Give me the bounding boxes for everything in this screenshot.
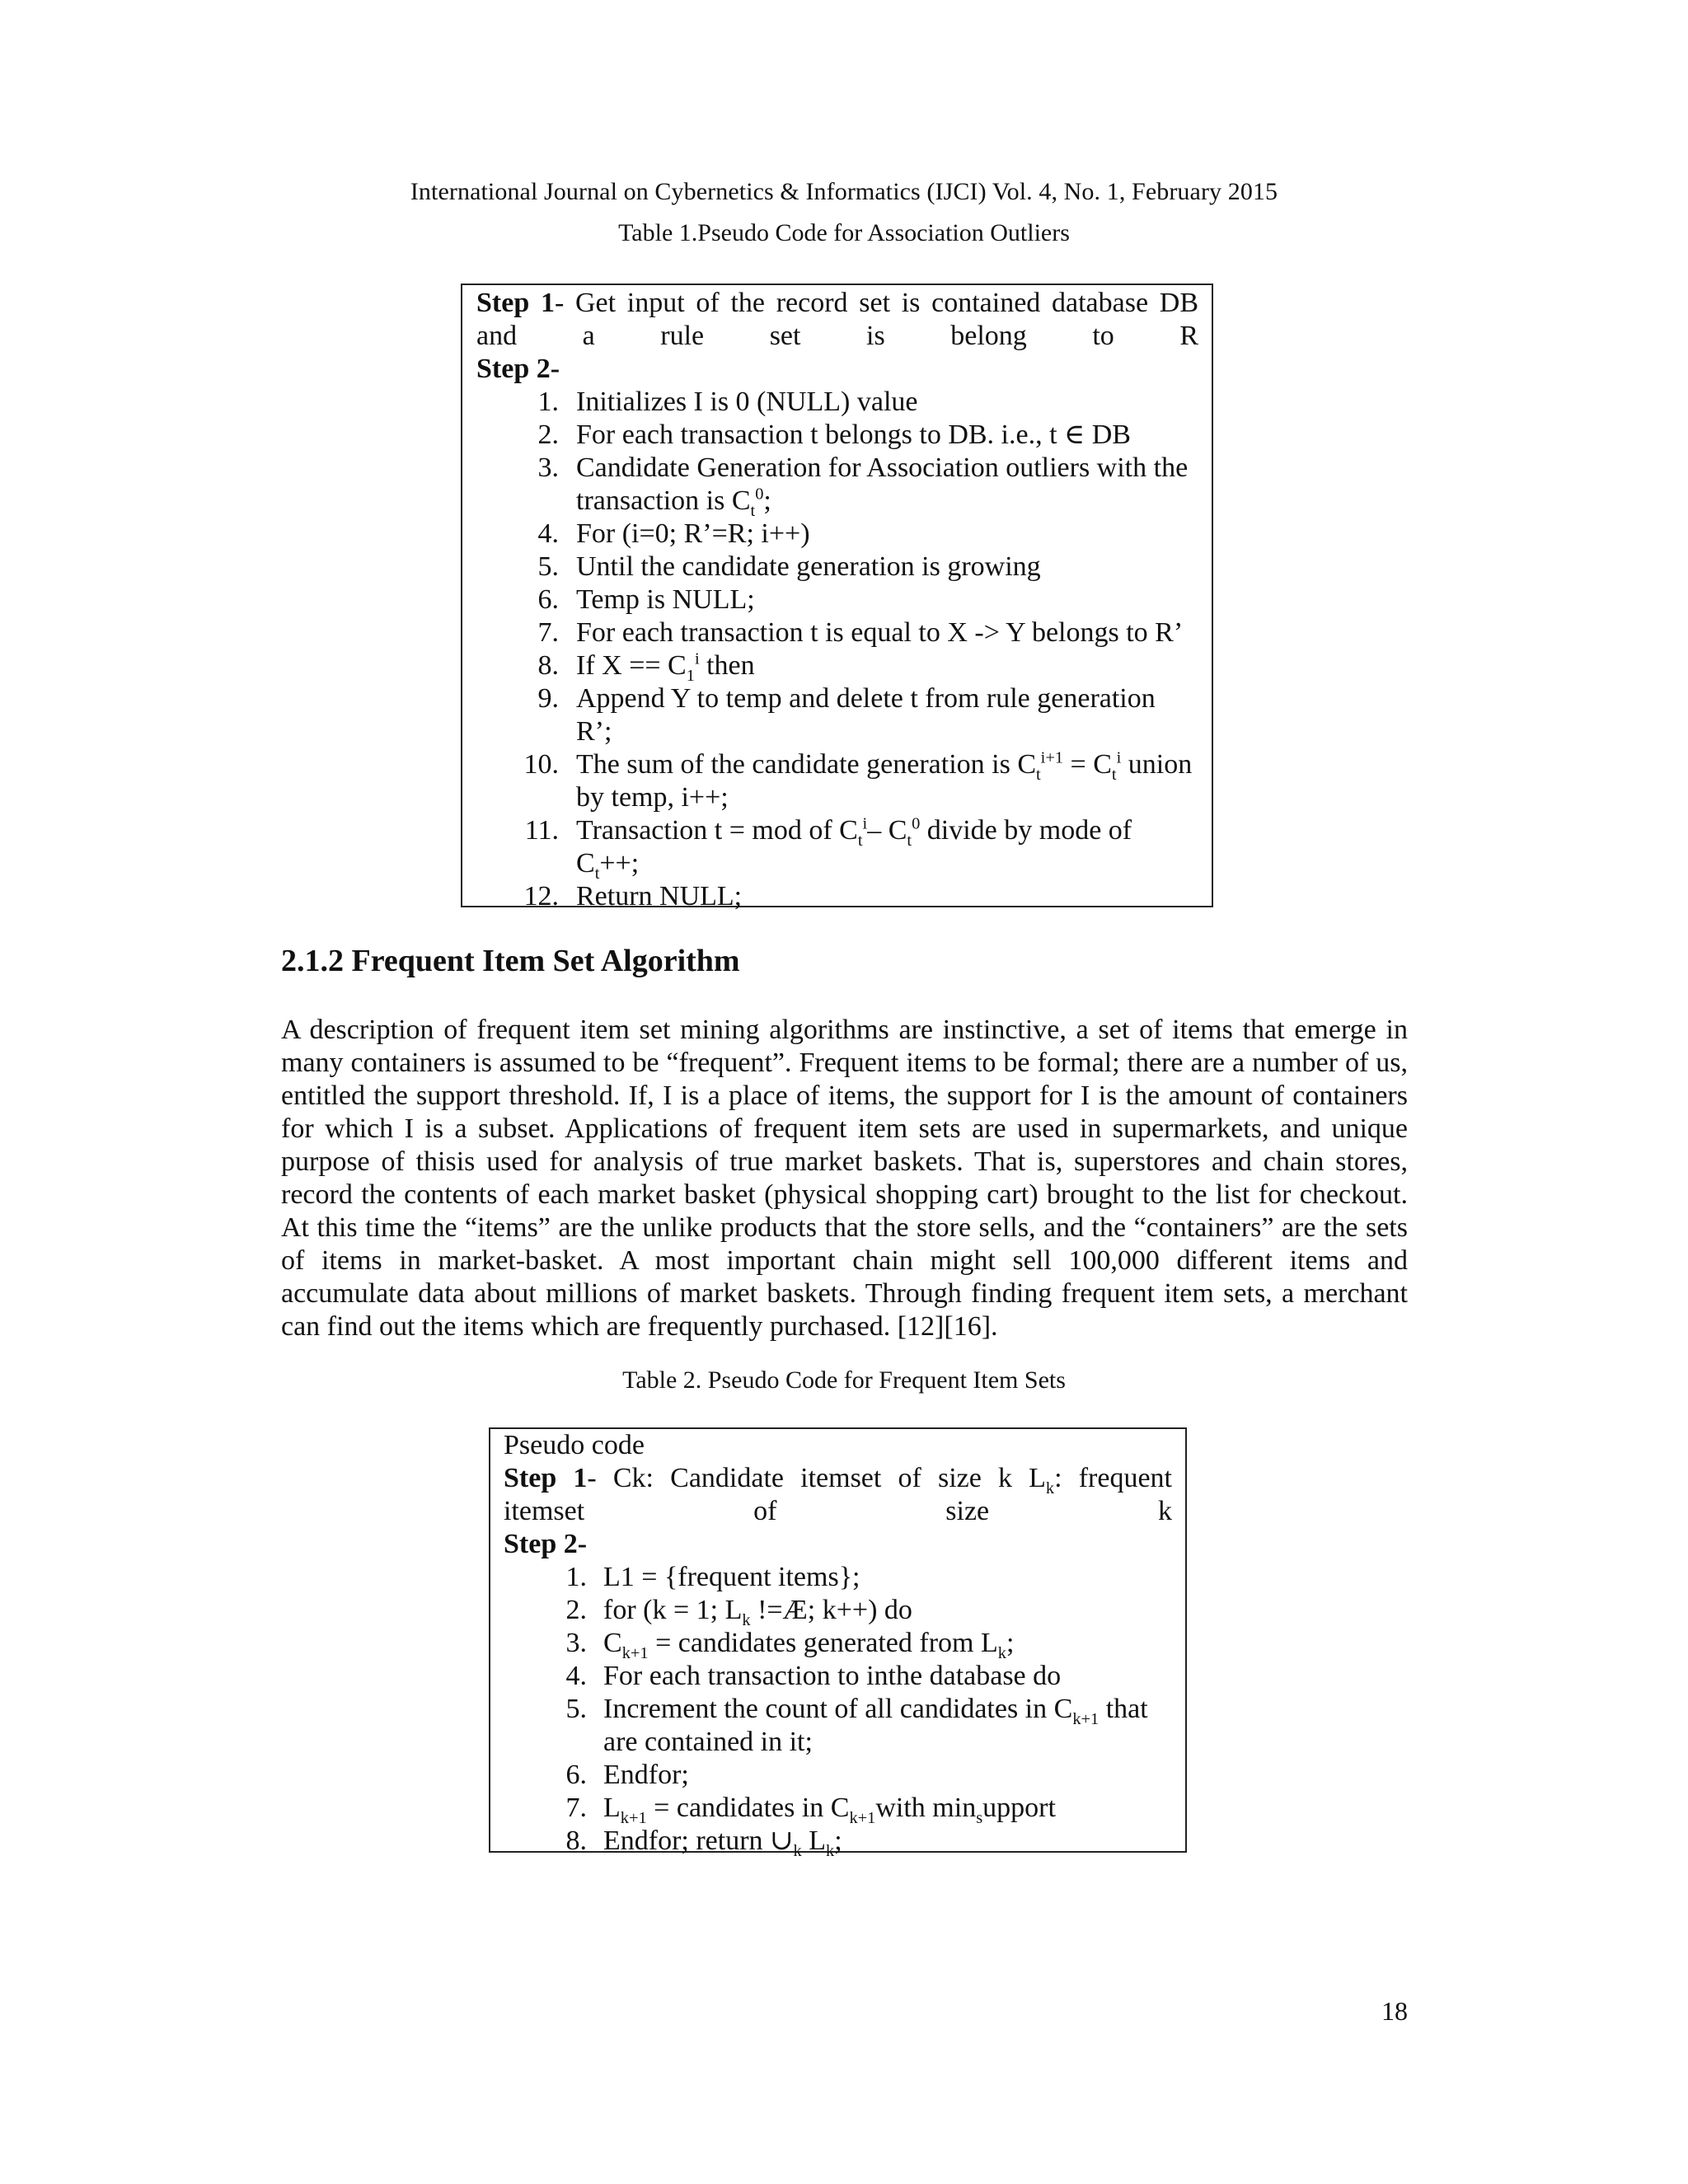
table-2-step-4 [504,1660,1172,1693]
table-2-step-text: for (k = 1; $L_k$ !=Æ; k++) do [603,1595,912,1629]
table-1-step-text: Initializes I is 0 (NULL) value [576,387,918,417]
section-paragraph: A description of frequent item set mining algorithms are instinctive, a set of items that emerge in many containers is assumed to be “frequent”. Frequent items to be formal; there are a number of us, entitled the support threshold. If, I is a place of items, the support for I is the amount of containers for which I is a subset. Applications of frequent item sets are used in supermarkets, and unique purpose of thisis used for analysis of true market baskets. That is, superstores and chain stores, record the contents of each market basket (physical shopping cart) brought to the list for checkout. At this time the “items” are the unlike products that the store sells, and the “containers” are the sets of items in market-basket. A most important chain might sell 100,000 different items and accumulate data about millions of market baskets. Through finding frequent item sets, a merchant can find out the items which are frequently purchased. [12][16]. [281,1015,1408,1342]
table-1-step-number: 10. [523,749,559,780]
table-1-step-text: The sum of the candidate generation is $C_t^{i+1} = C_t^i$ union by temp, i++; [576,748,1193,813]
table-1-step-text: For each transaction t is equal to X -> Y belongs to R’ [576,617,1184,648]
table-2-step-number: 3. [565,1628,587,1658]
table-1-step-number: 2. [537,419,559,450]
table-1-step-1-label: Step 1 [476,288,555,318]
page-number: 18 [1381,1996,1408,2026]
table-2-step-text: $L_{k+1}$ = candidates in $C_{k+1}with$ $\min_support$ [603,1793,1056,1827]
table-2-step-text: Endfor; return $\cup_k$ $L_k$; [603,1825,842,1860]
table-1-caption: Table 1.Pseudo Code for Association Outliers [618,219,1070,246]
section-heading: 2.1.2 Frequent Item Set Algorithm [281,944,740,978]
table-1-step-10 [476,748,1198,814]
table-1-step-text: For each transaction t belongs to DB. i.e., t ∈ DB [576,419,1131,450]
table-1-step-1-text: - Get input of the record set is contained database DB and a rule set is belong to R [476,288,1199,351]
table-1-step-1 [476,386,1198,419]
table-1-step-number: 1. [537,387,559,417]
table-1-step-2 [476,419,1198,452]
table-1-step-text: Temp is NULL; [576,584,755,615]
table-1-step-number: 6. [537,584,559,615]
table-2-caption: Table 2. Pseudo Code for Frequent Item Sets [622,1366,1066,1394]
table-1-step-text: Append Y to temp and delete t from rule generation R’; [576,683,1156,747]
running-header: International Journal on Cybernetics & Informatics (IJCI) Vol. 4, No. 1, February 2015 [410,178,1278,205]
table-1-steps [476,386,1198,913]
table-2-step-1 [504,1561,1172,1594]
table-1-step-7 [476,616,1198,649]
table-1-step-number: 3. [537,452,559,483]
table-1-step-number: 12. [523,881,559,912]
table-1-step-8 [476,649,1198,685]
table-1-step-text: Transaction t = mod of $C_t^i-$ $C_t^0$ divide by mode of $C_t++$; [576,814,1132,883]
table-2-step-number: 4. [565,1661,587,1691]
table-2-step-6 [504,1759,1172,1792]
table-2-step-text: Increment the count of all candidates in $C_{k+1}$ that are contained in it; [603,1694,1148,1757]
table-2-steps [504,1561,1172,1858]
table-2-title: Pseudo code [504,1430,645,1460]
table-1-step-number: 4. [537,518,559,549]
table-2-step-1-text: - Ck: Candidate itemset of size k $L_k$: frequent itemset of size k [504,1463,1172,1526]
table-1-step-number: 5. [537,551,559,582]
table-2-step-5 [504,1693,1172,1759]
table-1-step-text: Return NULL; [576,881,743,912]
table-1-step-number: 11. [524,815,559,846]
table-1-step-11 [476,814,1198,883]
table-2-step-text: L1 = {frequent items}; [603,1562,860,1592]
table-2-step-number: 5. [565,1694,587,1724]
table-1-step-1 [476,287,1198,353]
table-1-step-9 [476,682,1198,748]
table-2-step-7 [504,1792,1172,1825]
table-2-step-number: 8. [565,1825,587,1856]
table-2-step-number: 2. [565,1595,587,1625]
table-2-step-number: 1. [565,1562,587,1592]
table-2-step-text: Endfor; [603,1760,689,1790]
table-1-step-3 [476,452,1198,518]
table-2-step-text: For each transaction to inthe database do [603,1661,1062,1691]
table-2-box [489,1427,1187,1860]
table-2-step-8 [504,1825,1172,1858]
table-2-step-2 [504,1594,1172,1627]
table-1-step-2-label: Step 2- [476,354,560,384]
table-1-step-text: For (i=0; R’=R; i++) [576,518,810,549]
table-1-step-number: 9. [537,683,559,714]
table-1-box [461,284,1213,912]
table-2-step-2-label: Step 2- [504,1529,588,1559]
table-2-step-number: 7. [565,1793,587,1823]
table-1-step-number: 7. [537,617,559,648]
table-2-step-1 [504,1462,1172,1528]
table-2-step-1-label: Step 1 [504,1463,588,1493]
table-2-step-text: $C_{k+1}$ = candidates generated from $L_k$; [603,1628,1015,1662]
table-1-step-6 [476,583,1198,616]
table-1-step-4 [476,518,1198,551]
table-1-step-12 [476,880,1198,913]
table-1-step-text: Candidate Generation for Association outliers with the transaction is $C_t^0$; [576,452,1189,520]
table-1-step-text: Until the candidate generation is growing [576,551,1041,582]
table-2-step-3 [504,1627,1172,1660]
table-1-step-text: If $X == C_1^i$ then [576,649,755,685]
table-2-step-number: 6. [565,1760,587,1790]
table-1-step-5 [476,551,1198,583]
table-1-step-number: 8. [537,650,559,681]
